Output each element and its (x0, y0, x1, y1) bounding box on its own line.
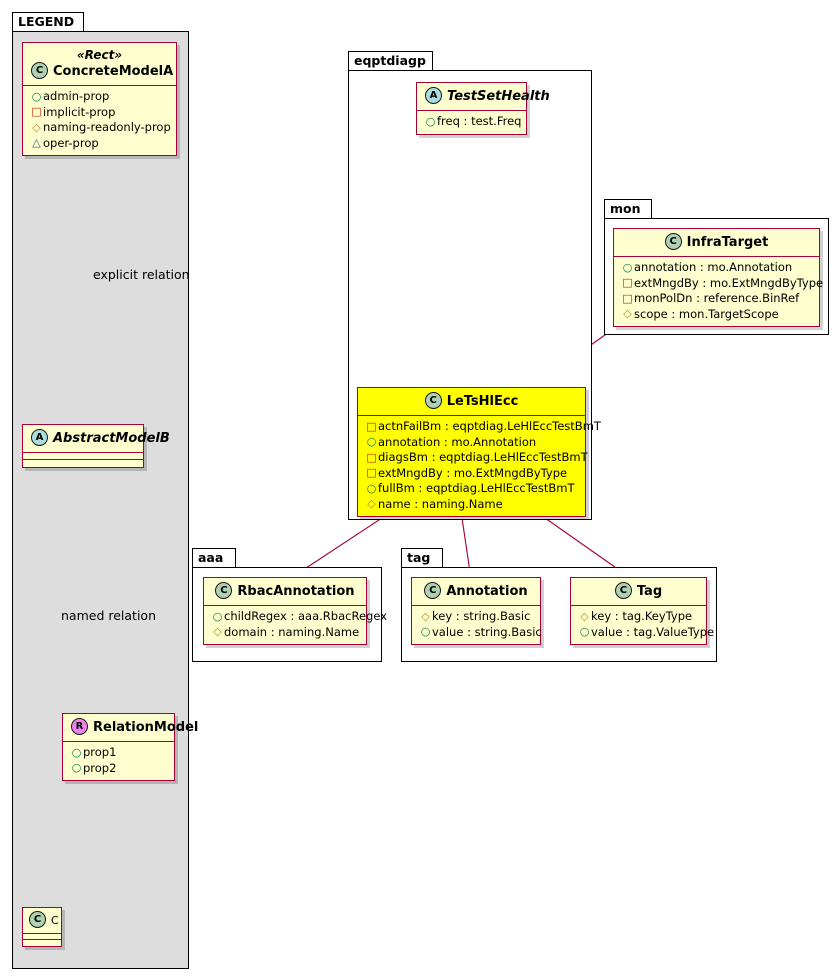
class-badge-icon: C (615, 582, 632, 599)
visibility-private-icon: □ (366, 466, 377, 479)
attribute-text: value : tag.ValueType (591, 624, 715, 639)
visibility-private-icon: □ (366, 419, 377, 433)
package-label-mon: mon (610, 201, 641, 216)
package-label-tag: tag (407, 550, 431, 565)
attribute-text: annotation : mo.Annotation (378, 434, 537, 449)
visibility-public-icon: ○ (622, 260, 633, 274)
attribute-row (621, 260, 813, 276)
package-tab-tag (401, 548, 443, 568)
class-name: Annotation (446, 584, 528, 599)
visibility-package-icon: △ (32, 136, 41, 149)
class-attributes (412, 606, 540, 644)
class-header (23, 425, 170, 452)
visibility-private-icon: □ (622, 291, 633, 305)
class-relation-model[interactable] (62, 713, 199, 781)
attribute-row (365, 419, 601, 435)
attribute-row (30, 89, 170, 105)
attribute-row (621, 307, 813, 323)
attribute-text: annotation : mo.Annotation (634, 260, 793, 274)
attribute-row (419, 624, 542, 641)
class-attributes (204, 606, 387, 644)
visibility-protected-icon: ◇ (32, 120, 41, 134)
attribute-row (578, 609, 700, 625)
attribute-text: extMngdBy : mo.ExtMngdByType (634, 275, 824, 290)
visibility-public-icon: ○ (366, 435, 377, 448)
class-name: RelationModel (93, 720, 199, 735)
attribute-row (30, 136, 170, 152)
attribute-row (30, 105, 170, 121)
package-label-aaa: aaa (198, 550, 224, 565)
class-name: InfraTarget (686, 235, 769, 250)
class-badge-icon: C (425, 392, 442, 409)
visibility-protected-icon: ◇ (580, 609, 589, 623)
package-label-legend: LEGEND (18, 14, 75, 29)
package-tab-mon (604, 199, 652, 219)
class-attributes (358, 416, 601, 516)
attribute-row (70, 745, 168, 761)
edge-label-named-relation: named relation (61, 608, 156, 623)
visibility-protected-icon: ◇ (213, 625, 222, 638)
class-tag[interactable] (570, 577, 715, 645)
attribute-row (211, 609, 387, 625)
class-attributes (417, 111, 526, 134)
class-name: RbacAnnotation (237, 584, 355, 599)
attribute-text: childRegex : aaa.RbacRegex (224, 609, 387, 623)
class-c[interactable] (22, 907, 62, 947)
class-name: Tag (636, 584, 663, 599)
attribute-text: oper-prop (43, 135, 99, 150)
attribute-text: domain : naming.Name (224, 624, 360, 639)
class-badge-icon: C (424, 582, 441, 599)
edge-label-explicit-relation: explicit relation (93, 267, 190, 282)
class-name: TestSetHealth (447, 89, 550, 104)
class-header (204, 578, 366, 605)
attribute-text: naming-readonly-prop (43, 120, 171, 134)
class-test-set-health[interactable] (416, 82, 550, 135)
visibility-private-icon: □ (31, 105, 42, 118)
class-badge-icon: A (425, 87, 442, 104)
class-header (571, 578, 706, 605)
visibility-public-icon: ○ (366, 481, 377, 495)
attribute-row (70, 761, 168, 777)
package-tab-aaa (192, 548, 236, 568)
attribute-text: name : naming.Name (378, 496, 503, 511)
class-methods-empty (23, 460, 143, 467)
visibility-public-icon: ○ (420, 625, 431, 638)
visibility-public-icon: ○ (71, 745, 82, 759)
class-badge-icon: C (31, 62, 48, 79)
attribute-text: fullBm : eqptdiag.LeHlEccTestBmT (378, 481, 575, 495)
attribute-text: value : string.Basic (432, 624, 542, 639)
attribute-text: extMngdBy : mo.ExtMngdByType (378, 465, 568, 480)
class-infra-target[interactable] (613, 228, 824, 327)
class-badge-icon: R (71, 718, 88, 735)
class-attributes (571, 606, 715, 644)
class-methods-empty (23, 940, 61, 946)
attribute-text: monPolDn : reference.BinRef (634, 291, 800, 305)
class-header (614, 229, 819, 256)
class-name: C (51, 914, 59, 927)
attribute-row (621, 291, 813, 307)
attribute-row (419, 609, 534, 625)
class-concrete-model-a[interactable] (22, 42, 177, 156)
class-attributes (23, 86, 176, 155)
visibility-protected-icon: ◇ (367, 497, 376, 510)
package-tab-legend (12, 12, 84, 32)
attribute-text: prop2 (83, 760, 117, 775)
class-header (358, 388, 585, 415)
class-attributes (614, 257, 824, 326)
class-badge-icon: A (31, 429, 48, 446)
attribute-row (30, 120, 170, 136)
attribute-row (365, 450, 588, 466)
attribute-row (365, 435, 579, 451)
class-name: ConcreteModelA (53, 64, 174, 79)
class-attributes (63, 742, 174, 780)
attribute-row (365, 497, 579, 513)
attribute-row (578, 624, 715, 641)
attribute-text: diagsBm : eqptdiag.LeHlEccTestBmT (378, 450, 588, 464)
visibility-private-icon: □ (366, 450, 377, 464)
attribute-text: freq : test.Freq (437, 114, 522, 128)
attribute-text: key : string.Basic (432, 609, 531, 623)
package-label-eqptdiagp: eqptdiagp (354, 53, 426, 68)
attribute-text: implicit-prop (43, 104, 116, 119)
visibility-public-icon: ○ (212, 609, 223, 623)
class-annotation[interactable] (411, 577, 541, 645)
attribute-text: scope : mon.TargetScope (634, 306, 779, 321)
class-badge-icon: C (29, 911, 46, 928)
class-name: LeTsHlEcc (446, 394, 519, 409)
class-header (63, 714, 199, 741)
class-le-ts-hl-ecc[interactable] (357, 387, 601, 517)
visibility-protected-icon: ◇ (421, 609, 430, 623)
class-abstract-model-b[interactable] (22, 424, 170, 468)
attribute-row (621, 275, 824, 292)
class-header (412, 578, 540, 605)
class-badge-icon: C (215, 582, 232, 599)
class-header (417, 83, 550, 110)
package-tab-eqptdiagp (348, 51, 433, 71)
class-name: AbstractModelB (53, 431, 170, 446)
class-rbac-annotation[interactable] (203, 577, 387, 645)
visibility-public-icon: ○ (425, 114, 436, 128)
class-badge-icon: C (665, 233, 682, 250)
attribute-text: prop1 (83, 745, 117, 759)
class-stereotype: «Rect» (76, 48, 123, 62)
visibility-public-icon: ○ (579, 625, 590, 638)
package-legend (12, 31, 189, 969)
attribute-row (365, 481, 579, 497)
attribute-row (211, 625, 360, 641)
attribute-text: admin-prop (43, 89, 110, 103)
attribute-text: key : tag.KeyType (591, 609, 693, 623)
visibility-public-icon: ○ (31, 89, 42, 103)
visibility-public-icon: ○ (71, 761, 82, 774)
visibility-private-icon: □ (622, 276, 633, 289)
visibility-protected-icon: ◇ (623, 307, 632, 320)
class-header (23, 908, 61, 933)
attribute-text: actnFailBm : eqptdiag.LeHlEccTestBmT (378, 419, 601, 433)
attribute-row (365, 466, 579, 482)
attribute-row (424, 114, 520, 130)
class-header (23, 43, 176, 85)
